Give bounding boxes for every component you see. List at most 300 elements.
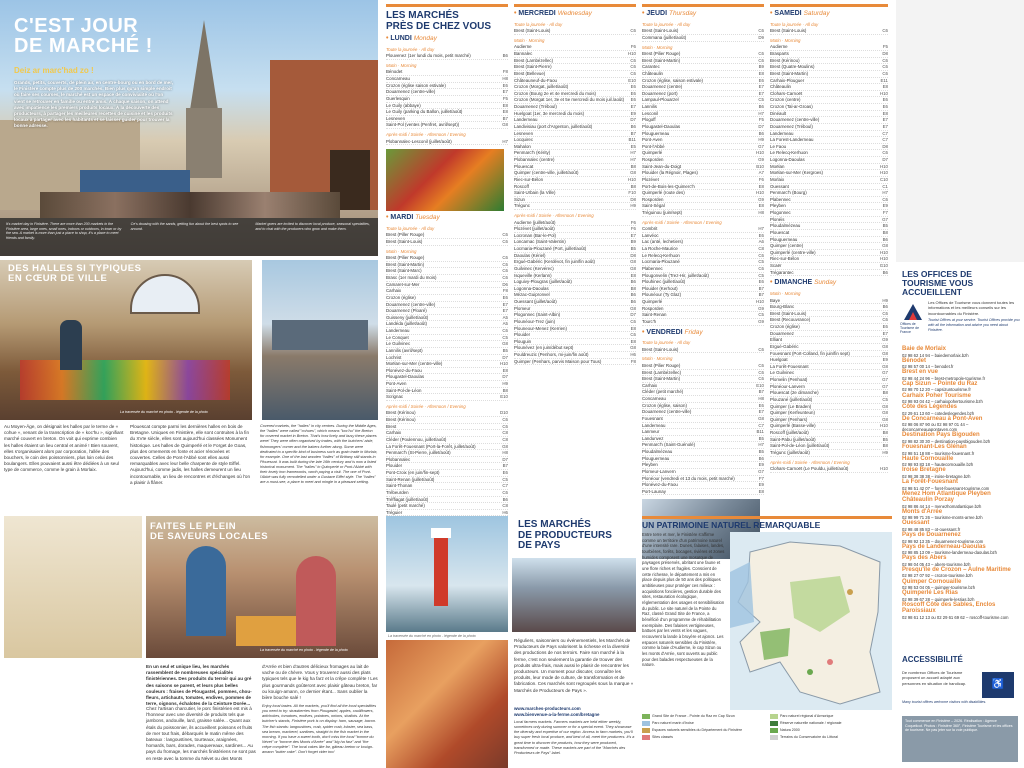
office-contact[interactable]: 02 98 51 18 88 – tourisme-fouesnant.fr: [902, 450, 975, 456]
office-contact[interactable]: 02 98 27 07 92 – crozon-tourisme.bzh: [902, 573, 973, 579]
producteurs-link-2[interactable]: www.bienvenue-a-la-ferme.com/bretagne: [514, 712, 600, 717]
office-name[interactable]: Quimperlé Les Rias: [902, 590, 959, 597]
market-row: [514, 259, 636, 266]
market-row: [514, 220, 636, 227]
market-town: Douarnenez (Tréboul): [514, 104, 557, 109]
market-town: Brest (Saint-Louis): [770, 310, 807, 316]
market-town: Mahalon: [514, 143, 531, 149]
legend-swatch: [642, 728, 650, 733]
market-town: Quimper (centre-ville, juillet/août): [514, 170, 579, 176]
map-grid-ref: D8: [630, 252, 636, 258]
office-contact[interactable]: 02 98 61 12 13 ou 02 29 61 69 62 – roscoff-tourisme.com: [902, 614, 1009, 620]
office-name[interactable]: Carhaix Poher Tourisme: [902, 392, 971, 399]
day-name: MERCREDI: [518, 10, 558, 17]
office-name[interactable]: Destination Pays Bigouden: [902, 432, 980, 439]
market-town: Brest (Saint-Martin): [386, 261, 425, 267]
map-grid-ref: E8: [882, 110, 888, 116]
producteurs-body-en: Local farmers markets. Farmers markets are held either weekly, sometimes only during summer or for a special event. They showcase the diversity and expertise of our region. Access to farm markets, you'll buy super fresh local produce, and best of all, meet the producers. It's a great time to discover the products, how they were produced, transformed or made. These markets are part of the "Marchés des Producteurs de Pays" label.: [514, 720, 635, 755]
market-row: [770, 437, 888, 444]
office-contact[interactable]: 02 98 53 04 05 – quimper-tourisme.bzh: [902, 585, 976, 591]
market-town: Crozon (Tal-ar-Groas): [770, 104, 813, 109]
market-town: Pont-Croix (en juin/fin-sept): [386, 470, 440, 475]
office-contact[interactable]: 02 98 38 38 38 – iroise-bretagne.bzh: [902, 473, 971, 479]
office-name[interactable]: Cap Sizun – Pointe du Raz: [902, 380, 978, 387]
market-row: [386, 89, 508, 96]
market-town: Mézac-Guipronvel: [514, 292, 550, 298]
market-row: [770, 210, 888, 217]
map-grid-ref: E7: [502, 301, 508, 307]
market-town: Pont-Aven: [642, 137, 663, 143]
market-row: [514, 273, 636, 280]
map-grid-ref: G7: [882, 377, 888, 382]
map-grid-ref: H10: [879, 423, 888, 429]
market-row: [386, 444, 508, 451]
offices-logo-icon: [902, 302, 924, 322]
offices-header-strip: [896, 0, 1024, 262]
market-town: Lanmeur: [642, 429, 660, 435]
market-town: Plomeur-Lanvern: [642, 468, 676, 474]
access-title: ACCESSIBILITÉ: [902, 655, 963, 664]
office-contact[interactable]: 02 98 92 13 35 – douarnenez-tourisme.com: [902, 538, 984, 544]
map-grid-ref: B7: [502, 463, 508, 469]
market-town: Lochrist: [386, 354, 402, 360]
market-town: Crozon (Morgat, juillet/août): [514, 84, 569, 90]
map-grid-ref: D6: [502, 281, 508, 287]
market-town: Douarnenez (Tréboul): [770, 123, 813, 129]
map-grid-ref: E9: [882, 357, 888, 363]
map-grid-ref: E7: [502, 308, 508, 314]
time-slot-label: Après-midi / Soirée · Afternoon / Evening: [386, 403, 466, 409]
map-grid-ref: C6: [630, 57, 636, 63]
market-town: Logonna-Daoulas: [770, 157, 805, 162]
market-row: [642, 312, 764, 319]
market-town: Douarnenez: [770, 330, 794, 336]
bullet-icon: •: [770, 10, 775, 17]
map-grid-ref: F5: [758, 117, 764, 123]
day-name-en: Sunday: [814, 279, 837, 287]
market-row: [386, 302, 508, 309]
market-town: Rosporden: [642, 157, 664, 162]
map-grid-ref: D7: [502, 374, 508, 380]
crowd-market-photo: [512, 558, 636, 632]
office-contact[interactable]: 02 98 04 05 43 – abers-tourisme.bzh: [902, 561, 971, 567]
day-name: MARDI: [390, 214, 416, 222]
vendor-shape: [60, 320, 82, 370]
saveurs-caption: La traversée du marché en photo - légende de la photo: [260, 648, 348, 652]
market-town: Brest (Saint-Louis): [514, 28, 551, 34]
legend-item: [642, 721, 764, 726]
market-row: [770, 51, 888, 58]
market-town: Plounéour (Ty Glaz): [642, 292, 682, 298]
market-town: Sizun: [514, 196, 525, 202]
market-row: [514, 144, 636, 151]
map-grid-ref: B7: [630, 130, 636, 136]
market-town: Guisseny (juillet/août): [386, 314, 429, 320]
market-row: [514, 239, 636, 246]
map-grid-ref: G8: [882, 363, 888, 369]
market-row: [514, 124, 636, 131]
map-grid-ref: B6: [630, 299, 636, 304]
office-contact[interactable]: 02 98 62 14 94 – baiedemorlaix.bzh: [902, 352, 969, 358]
office-name[interactable]: Bénodet: [902, 357, 926, 364]
map-grid-ref: E7: [630, 104, 636, 109]
market-town: Plouider (la Régnoir, Plages): [642, 170, 698, 176]
offices-intro: Les Offices de Tourisme vous donnent toutes les informations et les meilleurs conseils sur les incontournables du Finistère.: [928, 300, 1015, 316]
day-name: JEUDI: [646, 10, 669, 17]
map-grid-ref: C6: [882, 70, 888, 76]
map-grid-ref: C6: [502, 268, 508, 274]
map-grid-ref: H10: [627, 176, 636, 182]
halles-roof-shape: [272, 320, 368, 350]
office-name[interactable]: Quimper Cornouaille: [902, 578, 962, 585]
market-row: [386, 268, 508, 275]
day-lundi: [386, 35, 508, 145]
legend-label: Réserve naturelle nationale / régionale: [780, 721, 842, 726]
map-grid-ref: C6: [502, 275, 508, 280]
office-name[interactable]: Monts d'Arrée: [902, 508, 943, 515]
market-town: Carantec: [642, 64, 660, 70]
market-row: [642, 259, 764, 266]
market-row: [642, 409, 764, 416]
map-grid-ref: B5: [882, 223, 888, 229]
map-grid-ref: G7: [882, 383, 888, 389]
time-slot-label: Toute la journée · All day: [642, 340, 691, 346]
office-name[interactable]: Fouesnant-Les Glénan: [902, 444, 967, 451]
map-grid-ref: B5: [758, 449, 764, 454]
market-row: [770, 404, 888, 411]
market-row: [514, 131, 636, 138]
market-town: Morlaix: [770, 176, 785, 182]
map-grid-ref: E6: [630, 84, 636, 90]
market-town: Brest (Bellevue): [514, 70, 546, 76]
office-contact[interactable]: 02 98 82 30 30 – destination-paysbigouden.bzh: [902, 439, 991, 444]
market-row: [386, 457, 508, 464]
bullet-icon: •: [642, 328, 647, 336]
market-row: [386, 381, 508, 388]
market-town: Plouescat: [770, 229, 790, 235]
office-name[interactable]: Roscoff Côte des Sables, Enclos Paroissiaux: [902, 601, 996, 615]
office-contact[interactable]: 02 29 61 13 60 – cotedeslegendes.bzh: [902, 410, 975, 416]
market-row: [642, 273, 764, 280]
main-title-line1: C'EST JOUR: [14, 15, 139, 37]
map-site-dot: [827, 659, 833, 665]
market-town: Trégunc (juillet/août): [770, 449, 810, 455]
market-row: [770, 84, 888, 91]
time-slot-label: Matin · Morning: [514, 37, 545, 43]
saveurs-title-line1: FAITES LE PLEIN: [150, 521, 237, 532]
market-row: [642, 253, 764, 260]
offices-intro-en: Tourist Offices at your service. Tourist Offices provide you with all the information and advice you need about Finistère.: [928, 318, 1020, 332]
market-row: [514, 345, 636, 352]
producteurs-caption: La traversée du marché en photo - légende de la photo: [388, 634, 476, 638]
map-grid-ref: B11: [756, 429, 764, 435]
map-grid-ref: E6: [882, 97, 888, 103]
map-grid-ref: B7: [758, 285, 764, 291]
map-grid-ref: E10: [500, 394, 508, 400]
market-town: Port-Launay: [642, 488, 666, 494]
office-contact[interactable]: 02 98 48 85 83 – ot-ouessant.fr: [902, 526, 961, 532]
office-name[interactable]: Pays de Douarnenez: [902, 532, 961, 538]
market-town: Trégarantec: [770, 269, 794, 275]
market-town: Landéda (juillet/août): [386, 321, 428, 327]
market-row: [642, 416, 764, 423]
market-row: [642, 28, 764, 35]
map-grid-ref: E7: [758, 409, 764, 415]
market-row: [770, 331, 888, 338]
market-town: Port-de-Bois-les-Quimerc'h: [642, 183, 695, 189]
office-name[interactable]: De Concarneau à Pont-Aven: [902, 415, 983, 422]
map-grid-ref: C7: [502, 483, 508, 489]
market-row: [514, 84, 636, 91]
market-row: [386, 83, 508, 90]
market-town: Tréffiagat (juillet/août): [386, 496, 429, 502]
map-grid-ref: G8: [882, 243, 888, 249]
church-tower-shape: [186, 108, 222, 178]
map-grid-ref: G8: [630, 170, 636, 176]
market-row: [642, 197, 764, 204]
map-grid-ref: D10: [499, 410, 508, 416]
market-row: [642, 469, 764, 476]
market-row: [386, 239, 508, 246]
market-row: [642, 376, 764, 383]
market-town: Plogoff: [642, 117, 656, 123]
legend-swatch: [770, 714, 778, 719]
map-grid-ref: B8: [882, 390, 888, 396]
market-row: [770, 150, 888, 157]
office-contact[interactable]: 02 98 85 13 09 – tourisme-landerneau-daoulas.bzh: [902, 550, 997, 556]
schedule-col-2: [514, 4, 636, 512]
map-grid-ref: B6: [882, 269, 888, 275]
time-slot-label: Après-midi / Soirée · Afternoon / Evening: [514, 213, 594, 218]
market-row: [770, 466, 888, 473]
legend-swatch: [642, 735, 650, 740]
market-town: Saint-Jean-du-Doigt: [642, 163, 682, 169]
market-town: Crozon (église): [770, 324, 800, 329]
day-name-en: Thursday: [668, 10, 697, 17]
map-grid-ref: C6: [502, 489, 508, 495]
market-row: [386, 321, 508, 328]
panel-halles: [0, 260, 378, 512]
map-grid-ref: G10: [879, 263, 888, 268]
map-grid-ref: B8: [502, 387, 508, 393]
market-town: Clohars-Carnoët (Le Pouldu, juillet/août): [770, 466, 849, 471]
market-row: [386, 374, 508, 381]
map-grid-ref: E8: [502, 102, 508, 108]
market-row: [642, 436, 764, 443]
map-grid-ref: F8: [502, 288, 508, 294]
office-contact[interactable]: 02 98 93 83 18 – hautecornouaille.bzh: [902, 462, 974, 468]
market-row: [514, 246, 636, 253]
day-vendredi: [642, 329, 764, 496]
map-grid-ref: E6: [502, 82, 508, 88]
halles-body-3: Covered markets, the "halles" in city centres. During the Middle Ages, the "halles" were called "cohues", which means "koc'hu" the Breton for covered market in Breton. That's how lively and busy these places were! They were often organised by trades, with the butchers' aisle, fishmongers' corner and the bakers further along. Some were dedicated to a specific kind of business such as grain trade in Morlaix, for example. One of the last wooden "halles" of Brittany still stands in Plouescat. It was built during the late 16th century and is now a listed historical monument. The "halles" in Quimperlé or Pont-l'Abbé with their lovely iron frameworks, worth paying a visit. The one of Pont-l'Abbé was fully remodelled under a Gustave Eiffel style. The "halles" are a must-see, a place to meet and mingle in a pleasant setting.: [260, 424, 378, 485]
market-row: [514, 64, 636, 71]
map-grid-ref: E7: [882, 123, 888, 129]
office-name[interactable]: Presqu'île de Crozon – Aulne Maritime: [902, 566, 1011, 573]
market-row: [514, 233, 636, 240]
market-row: [514, 203, 636, 210]
map-grid-ref: E8: [758, 488, 764, 494]
map-grid-ref: H10: [879, 256, 888, 262]
bullet-icon: •: [642, 10, 647, 17]
market-town: Quimper (centre): [770, 243, 804, 249]
market-town: Plobannalec-Lesconil (juillet/août): [386, 138, 452, 144]
map-grid-ref: B11: [628, 137, 636, 143]
customer-right-shape: [296, 556, 336, 646]
office-name[interactable]: La Forêt-Fouesnant: [902, 478, 959, 485]
market-town: Lesconil: [642, 110, 659, 116]
market-row: [514, 117, 636, 124]
office-name[interactable]: Côte des Légendes: [902, 404, 958, 411]
office-contact[interactable]: 02 98 93 04 42 – carhaixpohertourisme.bzh: [902, 399, 983, 405]
map-grid-ref: H10: [627, 51, 636, 56]
market-row: [642, 482, 764, 489]
time-slot-label: Après-midi / Soirée · Afternoon / Evening: [386, 132, 466, 137]
map-grid-ref: F10: [628, 190, 636, 196]
market-town: Douarnenez (Ploaré): [386, 308, 427, 314]
panel-offices: [896, 0, 1024, 768]
legend-label: Parc naturel régional d'Armorique: [780, 714, 834, 719]
col1-rule: [386, 4, 508, 7]
halles-caption: La traversée du marché en photo - légende de la photo: [120, 410, 208, 414]
map-grid-ref: G9: [758, 318, 764, 324]
map-grid-ref: H9: [758, 137, 764, 143]
market-town: Cléder (petit marché): [642, 389, 684, 395]
market-town: Quimper (Penhars): [770, 416, 808, 422]
map-grid-ref: C6: [882, 64, 888, 70]
office-contact[interactable]: 02 98 57 00 14 – benodet.fr: [902, 364, 954, 370]
market-row: [514, 28, 636, 35]
market-row: [386, 76, 508, 83]
map-grid-ref: G8: [502, 122, 508, 128]
map-marine-park-shape: [730, 562, 754, 628]
market-town: Plogonnec: [770, 210, 791, 215]
market-row: [386, 355, 508, 362]
map-grid-ref: H7: [630, 157, 636, 162]
market-row: [386, 139, 508, 146]
market-town: Lesneven: [386, 115, 406, 121]
map-grid-ref: G9: [758, 196, 764, 202]
map-grid-ref: C8: [758, 246, 764, 251]
office-contact[interactable]: 02 98 06 87 90 ou 02 98 97 01 44 – deconcarneauapontaven.com: [902, 422, 969, 433]
office-contact[interactable]: 02 98 70 12 20 – capsizuntourisme.fr: [902, 387, 971, 393]
map-grid-ref: H8: [758, 210, 764, 215]
market-town: Crozon (église saison estivale): [386, 82, 446, 88]
legend-swatch: [770, 728, 778, 733]
office-name[interactable]: Ouessant: [902, 520, 930, 527]
office-name[interactable]: Haute Cornouaille: [902, 455, 954, 462]
market-row: [386, 348, 508, 355]
market-row: [770, 157, 888, 164]
church-spire-shape: [190, 20, 218, 110]
map-grid-ref: C6: [502, 423, 508, 429]
map-grid-ref: B5: [502, 347, 508, 353]
market-town: Brest (Saint-Louis): [386, 239, 423, 244]
market-town: Audierne: [514, 44, 532, 50]
office-contact[interactable]: 02 98 86 44 14 – menezhomatlantique.bzh: [902, 503, 982, 509]
offices-title-line3: ACCUEILLENT: [902, 286, 962, 297]
market-town: Lampaul-Plouarzel: [642, 97, 679, 103]
office-name[interactable]: Pays de Landerneau-Daoulas: [902, 543, 986, 550]
market-row: [770, 298, 888, 305]
market-town: Brasc (1er mardi du mois): [386, 275, 437, 280]
office-contact[interactable]: 02 98 99 71 26 – tourisme-monts-arree.bzh: [902, 515, 983, 521]
crate-shape: [236, 616, 296, 646]
map-grid-ref: E7: [758, 84, 764, 90]
market-town: Rosporden: [642, 196, 664, 202]
market-row: [386, 437, 508, 444]
market-town: Carhaix: [386, 430, 402, 436]
map-grid-ref: C6: [758, 362, 764, 368]
market-row: [770, 131, 888, 138]
market-stall-shape: [80, 170, 190, 192]
map-grid-ref: C5: [758, 97, 764, 103]
market-town: Crozon (église, saison): [642, 402, 687, 408]
market-row: [514, 91, 636, 98]
market-town: Saint-Pol-de-Léon (juillet/août): [770, 443, 830, 449]
market-row: [514, 137, 636, 144]
producteurs-link-1[interactable]: www.marches-producteurs.com: [514, 706, 581, 711]
schedule-title: [386, 11, 508, 32]
office-name[interactable]: Baie de Morlaix: [902, 346, 947, 352]
map-grid-ref: D7: [502, 354, 508, 360]
market-row: [386, 410, 508, 417]
producteurs-title-line1: LES MARCHÉS: [518, 519, 591, 530]
office-name[interactable]: Brest en vue: [902, 369, 939, 376]
time-slot-label: Matin · Morning: [642, 356, 673, 362]
market-row: [770, 377, 888, 384]
office-contact[interactable]: 02 98 51 42 07 – foret-fouesnant-tourisme.com: [902, 485, 990, 491]
market-town: Ouessant: [770, 183, 789, 189]
lighthouse-photo: [386, 516, 508, 632]
office-contact[interactable]: 02 98 44 24 96 – brest-metropole-tourisme.fr: [902, 375, 986, 381]
map-grid-ref: H10: [755, 190, 764, 196]
legend-swatch: [770, 735, 778, 740]
office-name[interactable]: Menez Hom Atlantique Pleyben Châteaulin Porzay: [902, 490, 991, 504]
market-row: [642, 363, 764, 370]
offices-list: [902, 346, 1020, 620]
office-contact[interactable]: 02 98 39 67 28 – quimperle-lesrias.bzh: [902, 596, 975, 602]
map-grid-ref: H7: [758, 226, 764, 232]
market-town: Landerneau: [642, 422, 666, 428]
map-grid-ref: C5: [758, 259, 764, 265]
market-town: Brest: [386, 423, 397, 429]
market-row: [386, 450, 508, 457]
market-row: [386, 116, 508, 123]
market-row: [642, 442, 764, 449]
map-grid-ref: E9: [630, 110, 636, 116]
day-name-en: Friday: [684, 328, 703, 336]
market-town: Locronan (Bar-le-Pol): [514, 232, 556, 238]
market-town: Plozévet (juillet/août): [514, 226, 555, 232]
office-name[interactable]: Iroise Bretagne: [902, 467, 946, 474]
market-row: [770, 263, 888, 270]
market-row: [770, 170, 888, 177]
market-town: Brest (Saint-Martin): [770, 70, 809, 76]
day-name-en: Wednesday: [557, 10, 592, 17]
market-town: Penmarc'h (St-Pierre, juillet/août): [386, 450, 451, 456]
caption-1: It's market day in Finistère. There are more than 200 markets in the Finistère area, large ones, small ones, indoors or outdoors, in town or by the sea. A market is more than just a place to shop, it's a place to meet friends and family.: [6, 222, 122, 241]
market-town: Saint-Pol (ventes (Penfret, avril/sept)): [386, 122, 460, 128]
office-name[interactable]: Pays des Abers: [902, 555, 947, 562]
market-row: [386, 232, 508, 239]
map-grid-ref: F6: [630, 226, 636, 232]
market-town: Locquirec: [514, 137, 534, 143]
market-town: Huelgoat (1er, 3e mercredi du mois): [514, 110, 585, 116]
market-town: Concarneau: [386, 76, 410, 81]
market-town: Ouessant (juillet/août): [514, 299, 557, 304]
nature-body: Entre terre et mer, le Finistère s'affirme comme un territoire d'un patrimoine naturel d'une intensité rare. Dunes, falaises, landes, tourbières, forêts, bocages, rivières et zones humides composent une mosaïque de paysages préservés, abritant une faune et une flore riches et fragiles. Conscient de cette richesse, le département a mis en place depuis plus de 50 ans des politiques ambitieuses pour protéger ces milieux : acquisitions foncières, gestion durable des sites, restauration écologique, réglementation des usages et sensibilisation du public. Le site naturel de la Pointe du Raz, classé Grand Site de France, a bénéficié d'un programme de réhabilitation exemplaire. Des falaises vertigineuses, battues par les vents et les vagues, recouvrent la lande à bruyère et ajoncs. Les espaces naturels sensibles du Finistère, comme la baie d'Audierne, le cap Sizun ou les monts d'Arrée, sont ouverts au public pour des balades respectueuses de la nature.: [642, 532, 725, 668]
